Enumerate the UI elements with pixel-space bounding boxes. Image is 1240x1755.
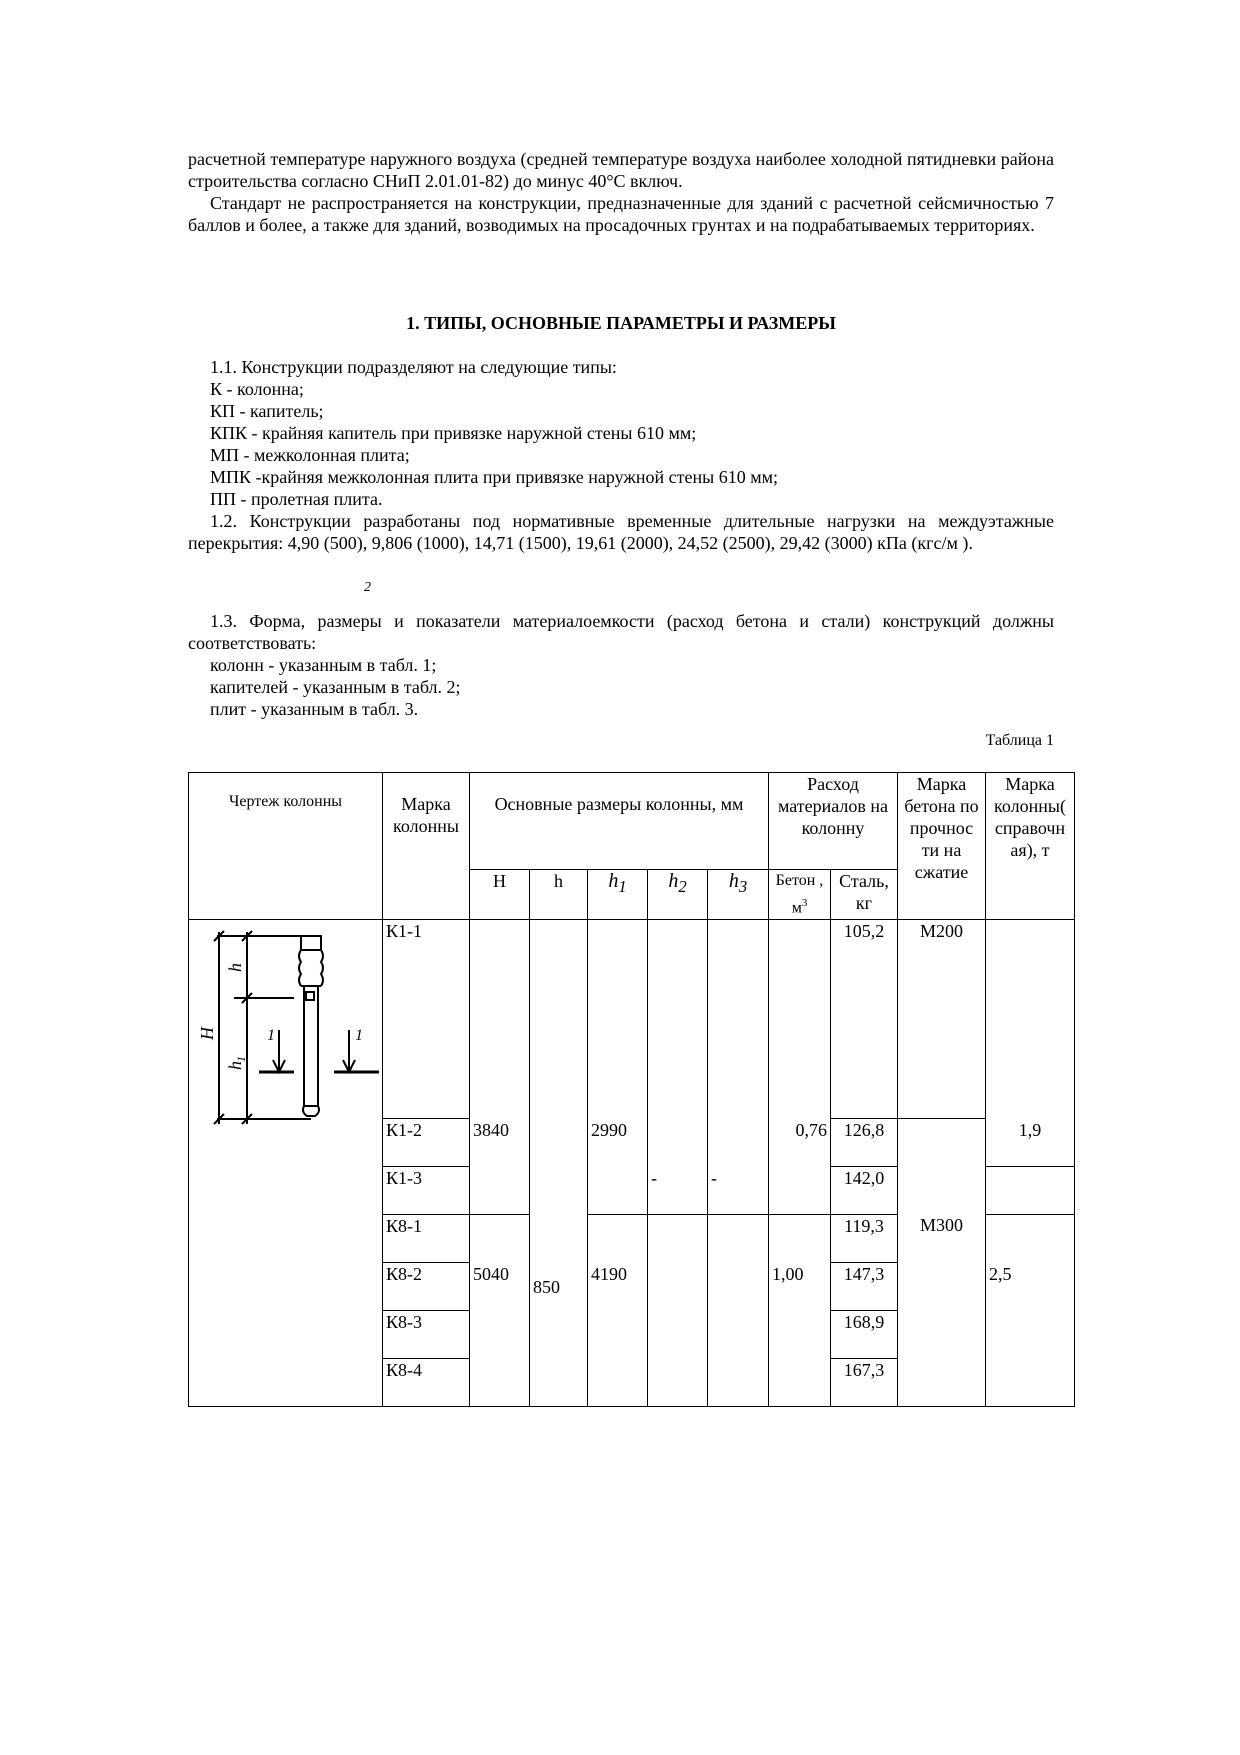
concrete-cell-blank — [769, 1167, 831, 1215]
mark-cell: К1-3 — [383, 1167, 470, 1215]
mark-cell: К1-2 — [383, 1119, 470, 1167]
columns-table — [188, 772, 1075, 1407]
mark-cell: К8-2 — [383, 1263, 470, 1311]
header-h2 — [648, 870, 708, 920]
steel-cell: 168,9 — [831, 1311, 898, 1359]
form-item: плит - указанным в табл. 3. — [210, 699, 419, 719]
drawing-label-H: H — [197, 1027, 217, 1041]
steel-cell: 119,3 — [831, 1215, 898, 1263]
paragraph-1-3: 1.3. Форма, размеры и показатели материалоемкости (расход бетона и стали) конструкций должны соответствовать: — [188, 611, 1054, 653]
H-cell-blank — [470, 1167, 530, 1215]
h1-cell-blank — [588, 1167, 648, 1215]
header-concrete-sup: 3 — [801, 897, 808, 909]
drawing-label-h: h — [225, 963, 245, 973]
header-column-grade: Марка колонны( справочн ая), т — [986, 773, 1075, 920]
intro-paragraph-1: расчетной температуре наружного воздуха (средней температуре воздуха наиболее холодной пятидневки района строительства согласно СНиП 2.01.01-82) до минус 40°С включ. — [188, 149, 1054, 191]
h3-cell: - — [708, 1119, 769, 1215]
h3-cell-blank — [708, 920, 769, 1119]
types-intro: 1.1. Конструкции подразделяют на следующие типы: — [210, 357, 617, 377]
weight-cell-blank — [986, 1167, 1075, 1215]
forms-block — [188, 610, 1054, 720]
intro-block — [188, 148, 1054, 236]
paragraph-1-2: 1.2. Конструкции разработаны под нормативные временные длительные нагрузки на междуэтажные перекрытия: 4,90 (500), 9,806 (1000), 14,71 (1500), 19,61 (2000), 24,52 (2500), 29,42 (3000) кПа (кгс/м ). — [188, 511, 1054, 553]
header-h: h — [530, 870, 588, 920]
steel-cell: 126,8 — [831, 1119, 898, 1167]
types-block — [188, 356, 1054, 554]
header-h3-sub: 3 — [738, 877, 748, 896]
type-item: МП - межколонная плита; — [210, 445, 410, 465]
header-h3-letter: h — [728, 870, 739, 892]
form-item: капителей - указанным в табл. 2; — [210, 677, 461, 697]
form-item: колонн - указанным в табл. 1; — [210, 655, 437, 675]
header-dims: Основные размеры колонны, мм — [470, 773, 769, 870]
mark-cell: К1-1 — [383, 920, 470, 1119]
header-mark: Марка колонны — [383, 773, 470, 920]
concrete-cell: 0,76 — [769, 1119, 831, 1167]
h-shared-cell: 850 — [530, 920, 588, 1407]
grade-cell: М300 — [898, 1119, 986, 1407]
weight-cell-blank — [986, 920, 1075, 1119]
type-item: К - колонна; — [210, 379, 304, 399]
steel-cell: 142,0 — [831, 1167, 898, 1215]
h2-cell-blank — [648, 920, 708, 1119]
h2-cell: - — [648, 1119, 708, 1215]
column-drawing — [189, 920, 382, 1400]
grade-cell: М200 — [898, 920, 986, 1119]
header-consumption: Расход материалов на колонну — [769, 773, 898, 870]
drawing-label-h1-sub: 1 — [234, 1056, 248, 1063]
h2-cell-blank — [648, 1215, 708, 1407]
H-cell: 5040 — [470, 1215, 530, 1407]
header-h2-sub: 2 — [678, 877, 687, 896]
H-cell: 3840 — [470, 1119, 530, 1167]
mark-cell: К8-4 — [383, 1359, 470, 1407]
header-h1 — [588, 870, 648, 920]
weight-cell: 1,9 — [986, 1119, 1075, 1167]
concrete-cell: 1,00 — [769, 1215, 831, 1407]
header-concrete-grade: Марка бетона по прочнос ти на сжатие — [898, 773, 986, 920]
type-item: КП - капитель; — [210, 401, 324, 421]
type-item: КПК - крайняя капитель при привязке наружной стены 610 мм; — [210, 423, 697, 443]
intro-paragraph-2: Стандарт не распространяется на конструкции, предназначенные для зданий с расчетной сейсмичностью 7 баллов и более, а также для зданий, возводимых на просадочных грунтах и на подрабатываемых территориях. — [188, 193, 1054, 235]
section-title: 1. ТИПЫ, ОСНОВНЫЕ ПАРАМЕТРЫ И РАЗМЕРЫ — [406, 313, 836, 333]
mark-cell: К8-3 — [383, 1311, 470, 1359]
header-concrete — [769, 870, 831, 920]
drawing-section-left: 1 — [267, 1027, 275, 1045]
drawing-label-h1: h — [225, 1061, 245, 1071]
superscript-2: 2 — [364, 580, 371, 595]
steel-cell: 167,3 — [831, 1359, 898, 1407]
header-steel: Сталь, кг — [831, 870, 898, 920]
h1-cell: 4190 — [588, 1215, 648, 1407]
table-caption: Таблица 1 — [985, 732, 1054, 749]
weight-cell: 2,5 — [986, 1215, 1075, 1407]
type-item: ПП - пролетная плита. — [210, 489, 383, 509]
type-item: МПК -крайняя межколонная плита при привязке наружной стены 610 мм; — [210, 467, 778, 487]
concrete-cell-blank — [769, 920, 831, 1119]
mark-cell: К8-1 — [383, 1215, 470, 1263]
header-H: H — [470, 870, 530, 920]
drawing-section-right: 1 — [355, 1027, 363, 1045]
header-h1-sub: 1 — [618, 877, 627, 896]
header-h2-letter: h — [668, 870, 679, 892]
h1-cell: 2990 — [588, 1119, 648, 1167]
header-concrete-label: Бетон , м — [775, 872, 824, 917]
header-h1-letter: h — [608, 870, 619, 892]
steel-cell: 147,3 — [831, 1263, 898, 1311]
header-drawing: Чертеж колонны — [189, 773, 383, 920]
H-cell-blank — [470, 920, 530, 1119]
h1-cell-blank — [588, 920, 648, 1119]
header-h3 — [708, 870, 769, 920]
h3-cell-blank — [708, 1215, 769, 1407]
steel-cell: 105,2 — [831, 920, 898, 1119]
drawing-cell — [189, 920, 383, 1407]
